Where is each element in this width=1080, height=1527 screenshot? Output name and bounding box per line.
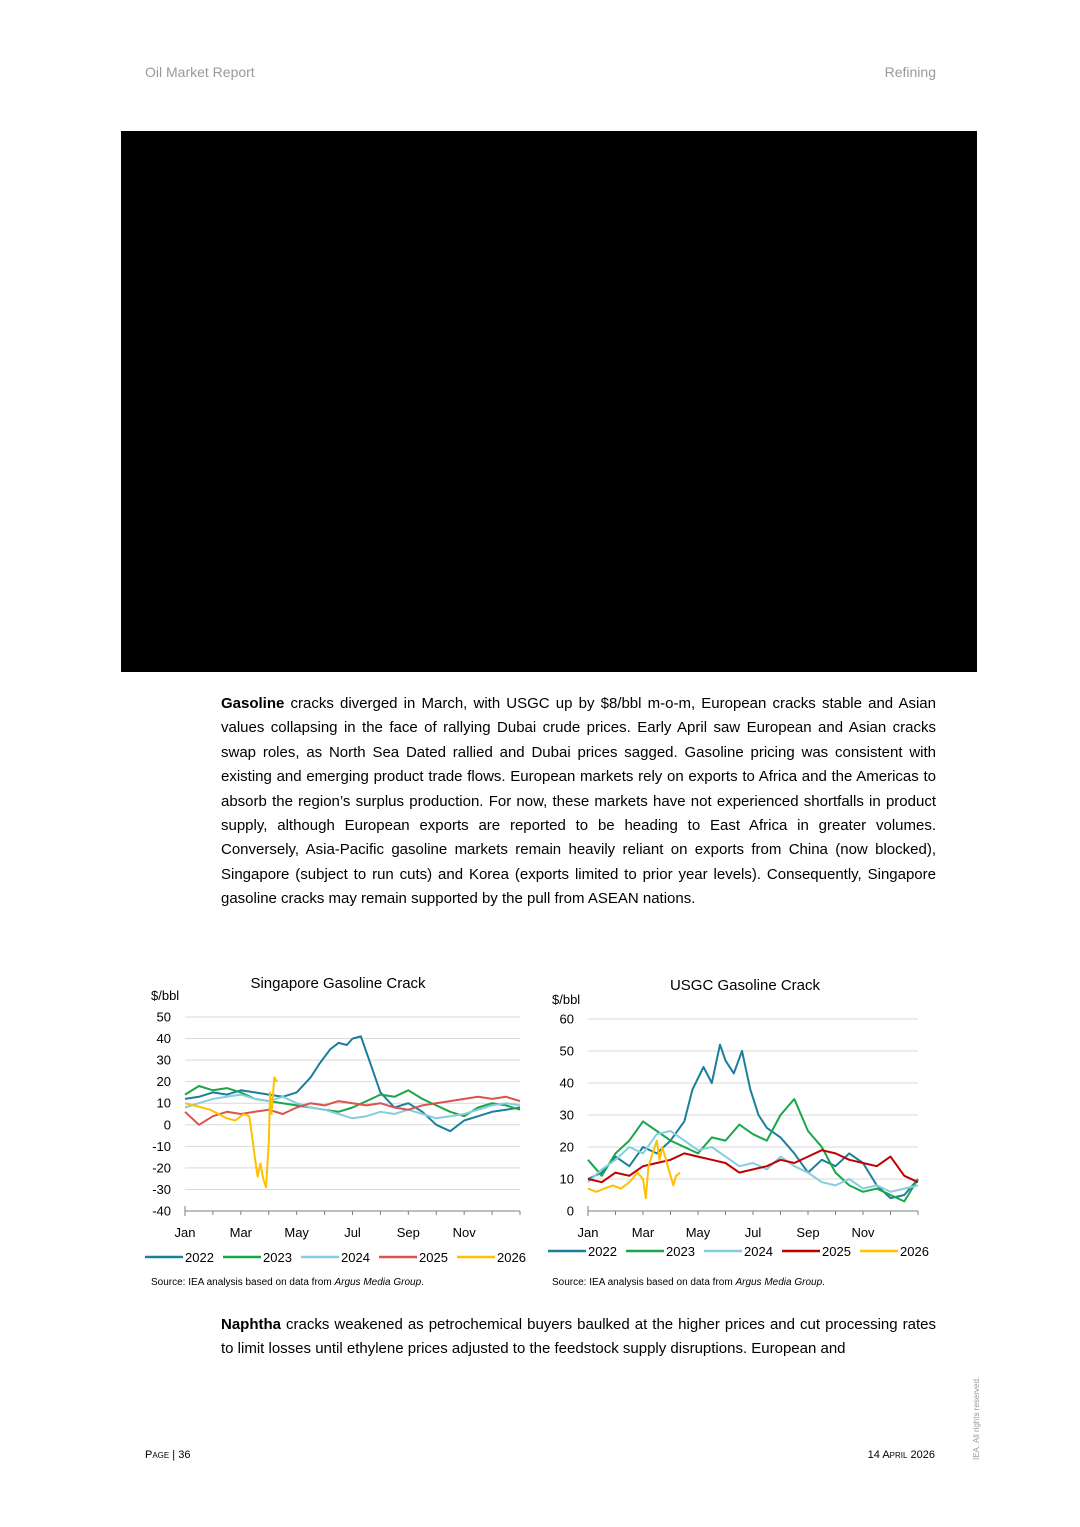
footer-date: 14 April 2026 xyxy=(867,1449,935,1461)
y-tick-label: 10 xyxy=(559,1171,574,1187)
y-tick-label: 60 xyxy=(559,1011,574,1027)
y-tick-label: -30 xyxy=(152,1181,171,1197)
y-tick-label: 20 xyxy=(156,1074,171,1090)
source-end: . xyxy=(822,1277,825,1288)
y-tick-label: -10 xyxy=(152,1138,171,1154)
legend-label-2023: 2023 xyxy=(263,1250,292,1265)
redacted-image-block xyxy=(121,131,977,672)
series-line-2022 xyxy=(588,1045,918,1199)
footer-page xyxy=(145,1449,190,1461)
chart-singapore-svg xyxy=(140,970,530,1270)
legend-label-2025: 2025 xyxy=(822,1244,851,1259)
paragraph-gasoline xyxy=(221,692,936,912)
legend-label-2023: 2023 xyxy=(666,1244,695,1259)
chart-source-usgc xyxy=(552,1277,825,1288)
y-tick-label: 30 xyxy=(156,1052,171,1068)
header-section-title: Refining xyxy=(884,64,936,80)
source-text: Source: IEA analysis based on data from xyxy=(151,1277,335,1288)
y-tick-label: 50 xyxy=(559,1043,574,1059)
source-publisher: Argus Media Group xyxy=(735,1277,823,1288)
paragraph-body: cracks diverged in March, with USGC up by $8/bbl m-o-m, European cracks stable and Asian values collapsing in the face of rallying Dubai crude prices. Early April saw European and Asian cracks swap roles, as North Sea Dated rallied and Dubai prices sagged. Gasoline pricing was consistent with existing and emerging product trade flows. European markets rely on exports to Africa and the Americas to absorb the region’s surplus production. For now, these markets have not experienced shortfalls in product supply, although European exports are reported to be heading to East Africa in greater volumes. Conversely, Asia-Pacific gasoline markets remain heavily reliant on exports from China (now blocked), Singapore (subject to run cuts) and Korea (exports limited to prior year levels). Consequently, Singapore gasoline cracks may remain supported by the pull from ASEAN nations. xyxy=(221,695,936,908)
y-axis-label: $/bbl xyxy=(552,992,581,1007)
y-tick-label: 10 xyxy=(156,1095,171,1111)
paragraph-lead: Gasoline xyxy=(221,695,285,712)
y-tick-label: -20 xyxy=(152,1160,171,1176)
paragraph-naphtha xyxy=(221,1313,936,1362)
chart-source-singapore xyxy=(151,1277,424,1288)
legend-label-2025: 2025 xyxy=(419,1250,448,1265)
x-tick-label: Mar xyxy=(631,1225,655,1240)
y-tick-label: 20 xyxy=(559,1139,574,1155)
x-tick-label: Jan xyxy=(577,1225,599,1240)
rights-notice: IEA. All rights reserved. xyxy=(972,1376,981,1460)
chart-title: USGC Gasoline Crack xyxy=(669,977,821,994)
legend-label-2024: 2024 xyxy=(341,1250,370,1265)
x-tick-label: Mar xyxy=(229,1225,253,1240)
y-tick-label: -40 xyxy=(152,1203,171,1219)
y-tick-label: 50 xyxy=(156,1009,171,1025)
legend-label-2026: 2026 xyxy=(900,1244,929,1259)
series-line-2022 xyxy=(185,1036,520,1131)
x-tick-label: May xyxy=(284,1225,309,1240)
x-tick-label: Sep xyxy=(796,1225,820,1240)
x-tick-label: Jul xyxy=(744,1225,762,1240)
chart-usgc-gasoline xyxy=(545,972,935,1272)
legend-label-2024: 2024 xyxy=(744,1244,773,1259)
x-tick-label: Jul xyxy=(344,1225,361,1240)
x-tick-label: May xyxy=(685,1225,711,1240)
y-tick-label: 40 xyxy=(156,1031,171,1047)
legend-label-2022: 2022 xyxy=(588,1244,617,1259)
y-axis-label: $/bbl xyxy=(151,988,180,1003)
paragraph-body: cracks weakened as petrochemical buyers baulked at the higher prices and cut processing rates to limit losses until ethylene prices adjusted to the feedstock supply disruptions. European and xyxy=(221,1316,936,1358)
x-tick-label: Nov xyxy=(851,1225,875,1240)
source-publisher: Argus Media Group xyxy=(334,1277,422,1288)
source-end: . xyxy=(421,1277,424,1288)
legend-label-2022: 2022 xyxy=(185,1250,214,1265)
y-tick-label: 40 xyxy=(559,1075,574,1091)
paragraph-lead: Naphtha xyxy=(221,1316,281,1333)
x-tick-label: Jan xyxy=(174,1225,196,1240)
chart-singapore-gasoline xyxy=(140,970,530,1270)
footer-page-number: | 36 xyxy=(172,1449,191,1461)
header-report-title: Oil Market Report xyxy=(145,64,255,80)
source-text: Source: IEA analysis based on data from xyxy=(552,1277,736,1288)
x-tick-label: Sep xyxy=(396,1225,420,1240)
x-tick-label: Nov xyxy=(452,1225,476,1240)
y-tick-label: 30 xyxy=(559,1107,574,1123)
y-tick-label: 0 xyxy=(566,1203,574,1219)
series-line-2024 xyxy=(588,1131,918,1192)
y-tick-label: 0 xyxy=(163,1117,171,1133)
chart-title: Singapore Gasoline Crack xyxy=(250,975,426,992)
footer-page-label: Page xyxy=(145,1449,170,1461)
chart-usgc-svg xyxy=(545,972,935,1272)
legend-label-2026: 2026 xyxy=(497,1250,526,1265)
